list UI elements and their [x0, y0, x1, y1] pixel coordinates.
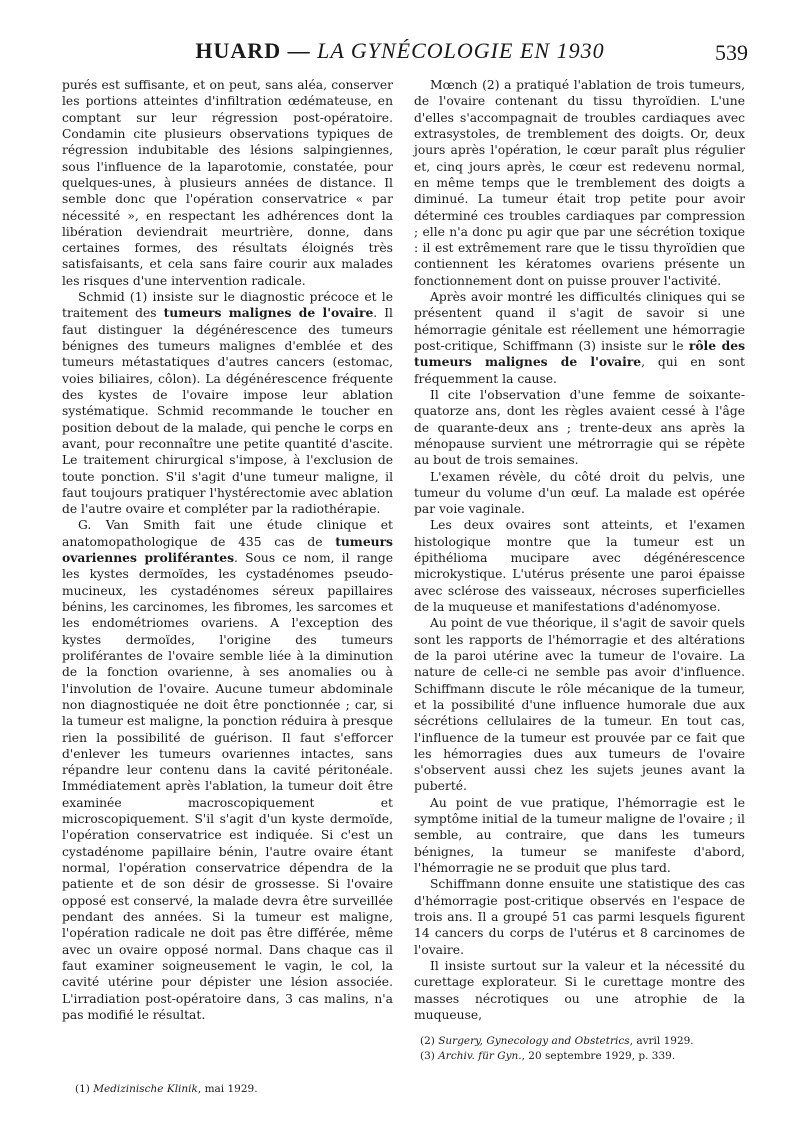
footnote-number: (3): [420, 1049, 435, 1062]
paragraph-text: , qui en sont fréquemment la cause.: [414, 355, 745, 386]
left-column: [62, 77, 393, 1023]
paragraph-text: . Il faut distinguer la dégénérescence des tumeurs bénignes des tumeurs malignes d'emblée et des tumeurs métastatiques d'autres cancers (estomac, voies biliaires, côlon). La dégénérescence fréquente des kystes de l'ovaire impose leur ablation systématique. Schmid recommande le toucher en position debout de la malade, qui penche le corps en avant, pour reconnaître une petite quantité d'ascite. Le traitement chirurgical s'impose, à l'exclusion de toute ponction. S'il s'agit d'une tumeur maligne, il faut toujours pratiquer l'hystérectomie avec ablation de l'autre ovaire et compléter par la radiothérapie.: [62, 306, 393, 517]
footnotes-right: [420, 1034, 750, 1063]
paragraph-text: G. Van Smith fait une étude clinique et anatomopathologique de 435 cas de: [62, 518, 393, 549]
paragraph-text: Après avoir montré les difficultés cliniques qui se présentent quand il s'agit de savoir si une hémorragie génitale est réellement une hémorragie post-critique, Schiffmann (3) insiste sur le: [414, 290, 745, 353]
running-head: [60, 38, 740, 64]
header-title: LA GYNÉCOLOGIE EN: [317, 38, 551, 63]
footnote-number: (1): [75, 1083, 90, 1095]
footnote-source: Archiv. für Gyn.: [438, 1049, 522, 1062]
footnote: [420, 1034, 750, 1049]
footnote-source: Medizinische Klinik: [93, 1083, 198, 1095]
header-year: 1930: [556, 38, 605, 63]
bold-term: tumeurs malignes de l'ovaire: [163, 305, 374, 321]
right-column: [414, 77, 745, 1023]
footnote: [75, 1082, 393, 1096]
footnotes-left: [75, 1082, 393, 1096]
footnote: [420, 1049, 750, 1064]
paragraph-text: Schmid (1) insiste sur le diagnostic précoce et le traitement des: [62, 290, 393, 321]
paragraph: [414, 289, 745, 387]
paragraph: Il insiste surtout sur la valeur et la nécessité du curettage explorateur. Si le curettage montre des masses nécrotiques ou une atrophie de la muqueuse,: [414, 958, 745, 1022]
paragraph: L'examen révèle, du côté droit du pelvis, une tumeur du volume d'un œuf. La malade est opérée par voie vaginale.: [414, 469, 745, 517]
footnote-detail: , 20 septembre 1929, p. 339.: [521, 1049, 676, 1062]
paragraph: [62, 289, 393, 517]
footnote-detail: , mai 1929.: [197, 1083, 258, 1095]
paragraph: Schiffmann donne ensuite une statistique des cas d'hémorragie post-critique observés en l'espace de trois ans. Il a groupé 51 cas parmi lesquels figurent 14 cancers du corps de l'utérus et 8 carcinomes de l'ovaire.: [414, 877, 745, 957]
paragraph-text: . Sous ce nom, il range les kystes dermoïdes, les cystadénomes pseudo-mucineux, les cystadénomes séreux papillaires bénins, les carcinomes, les fibromes, les sarcomes et les endométriomes ovariens. A l'exception des kystes dermoïdes, l'origine des tumeurs proliférantes de l'ovaire semble liée à la diminution de la fonction ovarienne, à ses anomalies ou à l'involution de l'ovaire. Aucune tumeur abdominale non diagnostiquée ne doit être ponctionnée ; car, si la tumeur est maligne, la ponction réduira à presque rien la possibilité de guérison. Il faut s'efforcer d'enlever les tumeurs ovariennes intactes, sans répandre leur contenu dans la cavité péritonéale. Immédiatement après l'ablation, la tumeur doit être examinée macroscopiquement et microscopiquement. S'il s'agit d'un kyste dermoïde, l'opération conservatrice est indiquée. Si c'est un cystadénome papillaire bénin, l'autre ovaire étant normal, l'opération conservatrice dépendra de la patiente et de son désir de grossesse. Si l'ovaire opposé est conservé, la malade devra être surveillée pendant des années. Si la tumeur est maligne, l'opération radicale ne doit pas être différée, même avec un ovaire opposé normal. Dans chaque cas il faut examiner soigneusement le vagin, le col, la cavité utérine pour dépister une lésion associée. L'irradiation post-opératoire dans, 3 cas malins, n'a pas modifié le résultat.: [62, 551, 394, 1022]
footnote-number: (2): [420, 1035, 435, 1047]
paragraph: purés est suffisante, et on peut, sans aléa, conserver les portions atteintes d'infiltration œdémateuse, en comptant sur leur régression post-opératoire. Condamin cite plusieurs observations typiques de régression indubitable des lésions salpingiennes, sous l'influence de la laparotomie, constatée, pour quelques-unes, à plusieurs années de distance. Il semble donc que l'opération conservatrice « par nécessité », en respectant les adhérences dont la libération deviendrait meurtrière, donne, dans certaines formes, des résultats éloignés très satisfaisants, et cela sans faire courir aux malades les risques d'une intervention radicale.: [62, 78, 393, 288]
bold-term: tumeurs ovariennes proliférantes: [62, 533, 393, 566]
paragraph: Au point de vue théorique, il s'agit de savoir quels sont les rapports de l'hémorragie et des altérations de la paroi utérine avec la tumeur de l'ovaire. La nature de celle-ci ne semble pas avoir d'influence. Schiffmann discute le rôle mécanique de la tumeur, et la possibilité d'une influence humorale due aux sécrétions cellulaires de la tumeur. En tout cas, l'influence de la tumeur est prouvée par ce fait que les hémorragies dues aux tumeurs de l'ovaire s'observent aussi chez les sujets jeunes avant la puberté.: [414, 616, 745, 794]
paragraph: Mœnch (2) a pratiqué l'ablation de trois tumeurs, de l'ovaire contenant du tissu thyroïdien. L'une d'elles s'accompagnait de troubles cardiaques avec extrasystoles, de tremblement des doigts. Or, deux jours après l'opération, le cœur paraît plus régulier et, cinq jours après, le cœur est redevenu normal, en même temps que le tremblement des doigts a diminué. La tumeur était trop petite pour avoir déterminé ces troubles cardiaques par compression ; elle n'a donc pu agir que par une sécrétion toxique : il est extrêmement rare que le tissu thyroïdien que contiennent les kératomes ovariens présente un fonctionnement dont on puisse prouver l'activité.: [414, 78, 745, 288]
page-number: 539: [715, 40, 748, 65]
paragraph: Les deux ovaires sont atteints, et l'examen histologique montre que la tumeur est un épithélioma mucipare avec dégénérescence microkystique. L'utérus présente une paroi épaisse avec sclérose des vaisseaux, nécroses superficielles de la muqueuse et manifestations d'adénomyose.: [414, 518, 745, 614]
footnote-detail: , avril 1929.: [629, 1035, 694, 1047]
paragraph: [62, 517, 393, 1023]
bold-term: rôle des tumeurs malignes de l'ovaire: [414, 338, 745, 370]
footnote-source: Surgery, Gynecology and Obstetrics: [438, 1035, 630, 1047]
page-header: [60, 38, 748, 68]
header-author: HUARD —: [195, 38, 311, 63]
paragraph: Il cite l'observation d'une femme de soixante-quatorze ans, dont les règles avaient cessé à l'âge de quarante-deux ans ; trente-deux ans après la ménopause survient une métrorragie qui se répète au bout de trois semaines.: [414, 387, 745, 468]
paragraph: Au point de vue pratique, l'hémorragie est le symptôme initial de la tumeur maligne de l'ovaire ; il semble, au contraire, que dans les tumeurs bénignes, la tumeur se manifeste d'abord, l'hémorragie ne se produit que plus tard.: [414, 795, 745, 875]
